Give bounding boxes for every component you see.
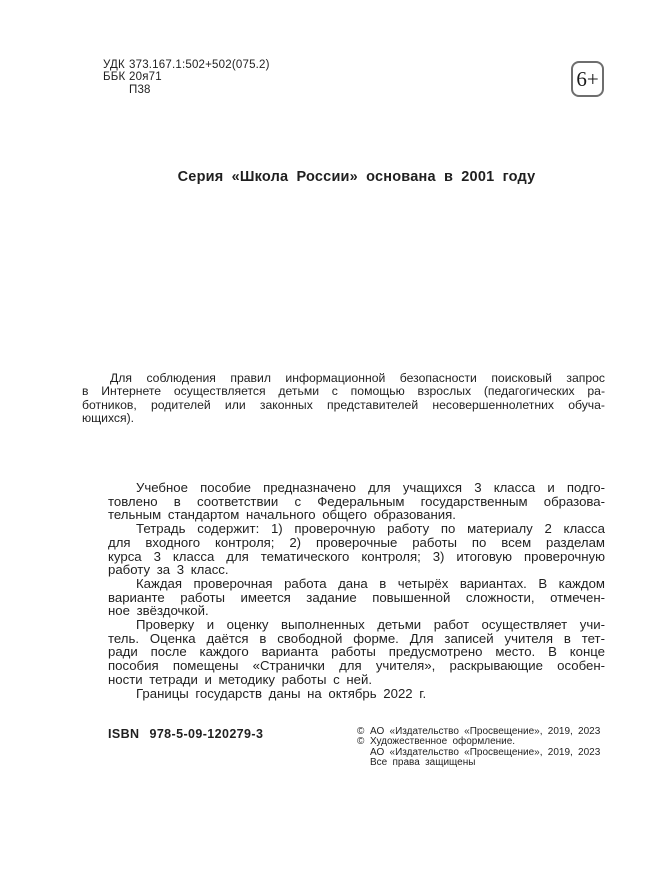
info-security-paragraph: [82, 372, 605, 426]
text-line: в Интернете осуществляется детьми с помощью взрослых (педагогических ра-: [82, 384, 605, 399]
copyright-symbol: ©: [357, 726, 365, 737]
copyright-symbol-spacer: [357, 758, 370, 768]
bbk-label: ББК: [103, 71, 126, 84]
copyright-text: Художественное оформление.: [370, 736, 516, 748]
age-restriction-badge: [571, 61, 604, 97]
text-line: варианте работы имеется задание повышенной сложности, отмечен-: [108, 589, 605, 605]
text-line: ботников, родителей или законных представителей несовершеннолетних обуча-: [82, 397, 605, 412]
text-line: тель. Оценка даётся в свободной форме. Для записей учителя в тет-: [108, 630, 605, 646]
text-line: Границы государств даны на октябрь 2022 г.: [136, 685, 427, 701]
udk-row: [103, 59, 270, 71]
copyright-symbol-spacer: [357, 748, 370, 758]
text-line: пособия помещены «Странички для учителя», раскрывающие особен-: [108, 658, 605, 674]
annotation-paragraph: [108, 481, 605, 522]
text-line: ради после каждого варианта работы предусмотрено место. В конце: [108, 644, 605, 660]
text-line: Проверку и оценку выполненных детьми работ осуществляет учи-: [136, 617, 605, 633]
text-line: Тетрадь содержит: 1) проверочную работу по материалу 2 класса: [136, 521, 605, 537]
text-line: тельным стандартом начального общего образования.: [108, 507, 456, 523]
text-line: Каждая проверочная работа дана в четырёх вариантах. В каждом: [136, 575, 605, 591]
annotation-paragraph: [108, 687, 605, 701]
copyright-row: [357, 758, 617, 768]
text-line: ющихся).: [82, 411, 135, 426]
isbn-line: [108, 727, 263, 741]
isbn-value: 978-5-09-120279-3: [149, 727, 264, 741]
bbk-row: [103, 71, 270, 83]
copyright-text: АО «Издательство «Просвещение», 2019, 2023: [370, 746, 601, 758]
text-line: ное звёздочкой.: [108, 603, 209, 619]
author-code-value: П38: [129, 83, 151, 96]
udk-value: 373.167.1:502+502(075.2): [129, 59, 270, 71]
annotation-paragraph: [108, 522, 605, 577]
text-line: Для соблюдения правил информационной безопасности поисковый запрос: [110, 371, 605, 385]
classification-codes: [103, 59, 270, 96]
series-line: Серия «Школа России» основана в 2001 году: [177, 169, 536, 185]
text-line: товлено в соответствии с Федеральным государственным образова-: [108, 493, 605, 509]
author-code-row: [103, 84, 270, 96]
text-line: для входного контроля; 2) проверочные работы по всем разделам: [108, 534, 605, 550]
copyright-text: АО «Издательство «Просвещение», 2019, 2023: [370, 726, 601, 737]
text-line: Учебное пособие предназначено для учащихся 3 класса и подго-: [136, 480, 605, 495]
copyright-symbol: ©: [357, 736, 365, 748]
bbk-value: 20я71: [129, 71, 162, 84]
isbn-label: ISBN: [108, 727, 140, 741]
udk-label: УДК: [103, 59, 125, 71]
copyright-text: Все права защищены: [370, 756, 476, 768]
text-line: курса 3 класса для тематического контроля; 3) итоговую проверочную: [108, 548, 605, 564]
text-line: работу за 3 класс.: [108, 562, 229, 578]
age-restriction-label: 6+: [576, 66, 599, 91]
text-line: ности тетради и методику работы с ней.: [108, 671, 373, 687]
annotation-paragraph: [108, 577, 605, 618]
annotation-block: [108, 481, 605, 700]
copyright-block: [357, 727, 617, 768]
annotation-paragraph: [108, 618, 605, 687]
